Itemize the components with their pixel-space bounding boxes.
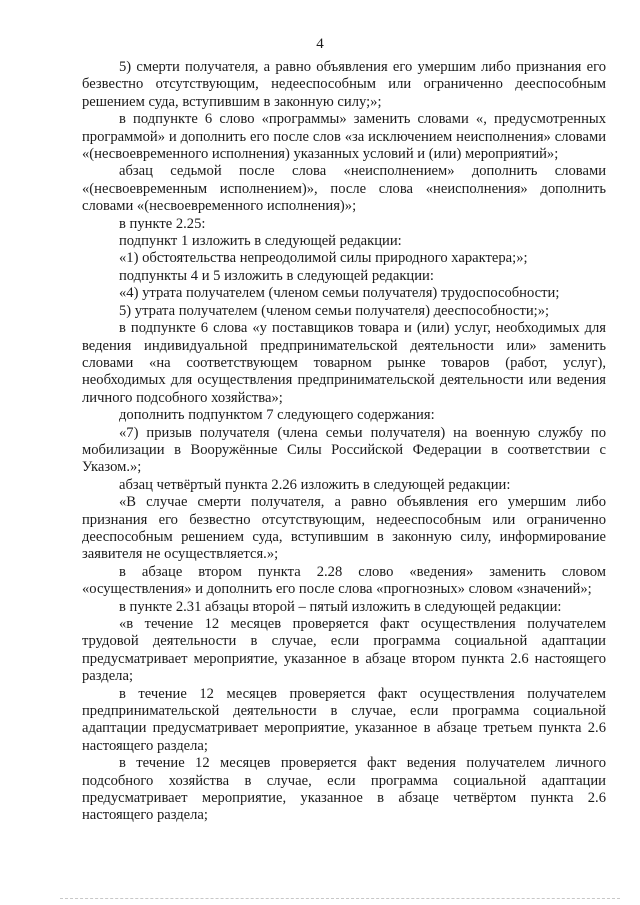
paragraph: «1) обстоятельства непреодолимой силы природного характера;»; <box>119 250 528 267</box>
paragraph: в подпункте 6 слова «у поставщиков товара и (или) услуг, необходимых для ведения индивидуальной предпринимательской деятельности или» заменить словами «на соответствующем товарном рынке товаров (работ, услуг), необходимых для осуществления предпринимательской деятельности или ведения личного подсобного хозяйства»; <box>82 320 606 406</box>
paragraph: подпункт 1 изложить в следующей редакции: <box>119 233 402 250</box>
paragraph: в течение 12 месяцев проверяется факт осуществления получателем предпринимательской деятельности в случае, если программа социальной адаптации предусматривает мероприятие, указанное в абзаце третьем пункта 2.6 настоящего раздела; <box>82 685 606 754</box>
paragraph: в течение 12 месяцев проверяется факт ведения получателем личного подсобного хозяйства в случае, если программа социальной адаптации предусматривает мероприятие, указанное в абзаце четвёртом пункта 2.6 настоящего раздела; <box>82 755 606 824</box>
paragraph: подпункты 4 и 5 изложить в следующей редакции: <box>119 267 434 284</box>
page-number: 4 <box>316 36 324 52</box>
paragraph: в абзаце втором пункта 2.28 слово «ведения» заменить словом «осуществления» и дополнить его после слова «прогнозных» словом «значений»; <box>82 563 606 598</box>
paragraph: 5) смерти получателя, а равно объявления его умершим либо признания его безвестно отсутствующим, недееспособным или ограниченно дееспособным решением суда, вступившим в законную силу;»; <box>82 59 606 110</box>
paragraph: в пункте 2.31 абзацы второй – пятый изложить в следующей редакции: <box>119 598 562 615</box>
paragraph: абзац четвёртый пункта 2.26 изложить в следующей редакции: <box>119 476 511 493</box>
paragraph: в подпункте 6 слово «программы» заменить словами «, предусмотренных программой» и дополнить его после слов «за исключением неисполнения» словами «(несвоевременного исполнения) указанных условий и (или) мероприятий»; <box>82 111 606 163</box>
scan-edge-divider <box>60 898 620 899</box>
document-body <box>82 59 606 825</box>
paragraph: дополнить подпунктом 7 следующего содержания: <box>119 407 435 424</box>
paragraph: «7) призыв получателя (члена семьи получателя) на военную службу по мобилизации в Вооружённые Силы Российской Федерации в соответствии с Указом.»; <box>82 424 606 476</box>
paragraph: абзац седьмой после слова «неисполнением» дополнить словами «(несвоевременным исполнением)», после слова «неисполнения» дополнить словами «(несвоевременного исполнения)»; <box>82 163 606 215</box>
paragraph: в пункте 2.25: <box>119 215 206 232</box>
paragraph: 5) утрата получателем (членом семьи получателя) дееспособности;»; <box>119 302 550 319</box>
paragraph: «В случае смерти получателя, а равно объявления его умершим либо признания его безвестно отсутствующим, недееспособным или ограниченно дееспособным решением суда, вступившим в законную силу, информирование заявителя не осуществляется.»; <box>82 494 606 563</box>
paragraph: «в течение 12 месяцев проверяется факт осуществления получателем трудовой деятельности в случае, если программа социальной адаптации предусматривает мероприятие, указанное в абзаце втором пункта 2.6 настоящего раздела; <box>82 616 606 685</box>
paragraph: «4) утрата получателем (членом семьи получателя) трудоспособности; <box>119 285 560 302</box>
